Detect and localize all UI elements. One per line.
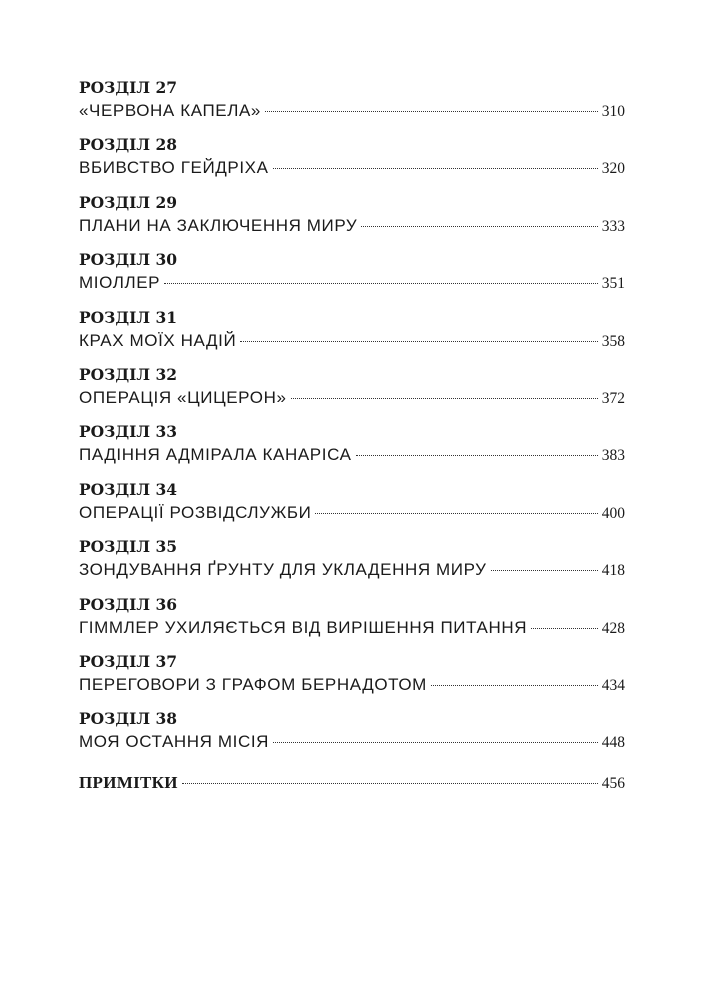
dot-leader [273,742,598,743]
page-number: 310 [601,103,625,120]
toc-entry-34 [79,478,625,535]
toc-line [79,443,625,467]
chapter-number: РОЗДІЛ 29 [79,192,178,212]
toc-entry-33 [79,420,625,477]
chapter-title: ГІММЛЕР УХИЛЯЄТЬСЯ ВІД ВИРІШЕННЯ ПИТАННЯ [79,617,528,637]
toc-entry-notes [79,771,625,795]
toc-line [79,616,625,640]
page-number: 320 [601,160,625,178]
toc-line [79,673,625,697]
dot-leader [315,513,597,514]
chapter-title: ОПЕРАЦІЇ РОЗВІДСЛУЖБИ [79,502,312,522]
toc-line [79,214,625,238]
toc-line [79,156,625,180]
toc-line [79,501,625,525]
chapter-title: КРАХ МОЇХ НАДІЙ [79,330,237,350]
page-number: 400 [601,504,625,522]
toc-entry-36 [79,593,625,650]
chapter-title: ПЕРЕГОВОРИ З ГРАФОМ БЕРНАДОТОМ [79,674,427,694]
dot-leader [361,226,597,227]
toc-entry-35 [79,535,625,592]
dot-leader [356,455,598,456]
page-number: 418 [601,562,625,580]
page-number: 434 [601,676,625,694]
toc-entry-28 [79,133,625,190]
dot-leader [265,111,598,112]
chapter-number: РОЗДІЛ 31 [79,307,178,327]
notes-title: ПРИМІТКИ [79,772,178,792]
chapter-title: МІОЛЛЕР [79,273,161,293]
page-number: 448 [601,734,625,752]
chapter-title: МОЯ ОСТАННЯ МІСІЯ [79,732,270,752]
toc-line [79,730,625,754]
toc-line [79,558,625,582]
dot-leader [240,341,597,342]
toc-entry-37 [79,650,625,707]
page-number: 358 [601,332,625,350]
dot-leader [491,570,598,571]
toc-line [79,329,625,353]
page-number: 456 [601,774,625,792]
chapter-title: ВБИВСТВО ГЕЙДРІХА [79,158,269,178]
chapter-title: ЗОНДУВАННЯ ҐРУНТУ ДЛЯ УКЛАДЕННЯ МИРУ [79,560,487,580]
dot-leader [273,168,598,169]
toc-line [79,271,625,295]
dot-leader [531,628,598,629]
chapter-title: ОПЕРАЦІЯ «ЦИЦЕРОН» [79,387,287,407]
toc-line [79,386,625,410]
chapter-number: РОЗДІЛ 28 [79,135,178,155]
chapter-number: РОЗДІЛ 38 [79,709,178,729]
dot-leader [291,398,598,399]
chapter-title: ПАДІННЯ АДМІРАЛА КАНАРІСА [79,445,352,465]
chapter-number: РОЗДІЛ 35 [79,537,178,557]
chapter-title: ПЛАНИ НА ЗАКЛЮЧЕННЯ МИРУ [79,215,358,235]
toc-entry-32 [79,363,625,420]
page-number: 428 [601,619,625,637]
dot-leader [164,283,598,284]
chapter-number: РОЗДІЛ 27 [79,78,178,97]
page-number: 372 [601,389,625,407]
table-of-contents [79,76,625,795]
toc-entry-38 [79,707,625,764]
chapter-number: РОЗДІЛ 33 [79,422,178,442]
toc-entry-27 [79,76,625,133]
toc-entry-31 [79,306,625,363]
dot-leader [431,685,598,686]
chapter-number: РОЗДІЛ 34 [79,479,178,499]
dot-leader [182,783,598,784]
chapter-number: РОЗДІЛ 37 [79,651,178,671]
chapter-number: РОЗДІЛ 30 [79,250,178,270]
toc-entry-30 [79,248,625,305]
chapter-number: РОЗДІЛ 32 [79,364,178,384]
toc-entry-29 [79,191,625,248]
page-number: 333 [601,217,625,235]
page-number: 383 [601,447,625,465]
toc-line [79,99,625,123]
chapter-title: «ЧЕРВОНА КАПЕЛА» [79,101,261,120]
page-number: 351 [601,275,625,293]
chapter-number: РОЗДІЛ 36 [79,594,178,614]
